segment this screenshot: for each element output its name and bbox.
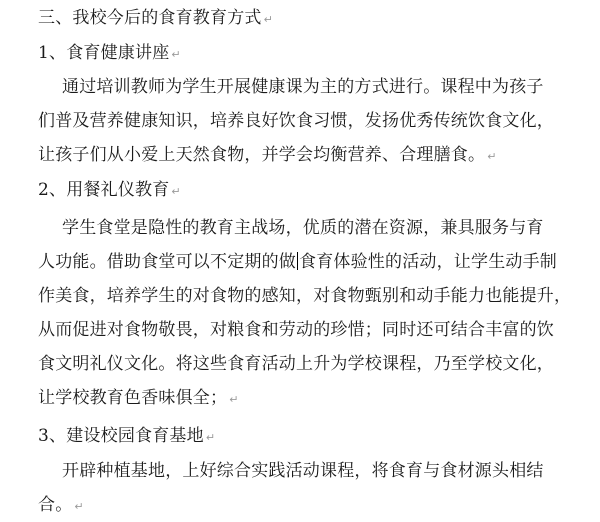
paragraph-2-line-2-text-b: 食育体验性的活动，让学生动手制 [299, 252, 557, 272]
subheading-1 [38, 38, 181, 68]
paragraph-1-line-1 [62, 72, 544, 102]
paragraph-mark-icon: ↵ [171, 48, 181, 61]
subheading-2 [38, 175, 181, 205]
section-heading-text: 三、我校今后的食育教育方式 [38, 8, 262, 28]
paragraph-2-line-4 [38, 315, 554, 345]
subheading-3-text: 3、建设校园食育基地 [38, 426, 204, 446]
paragraph-mark-icon: ↵ [74, 500, 84, 513]
paragraph-3-line-1 [62, 456, 544, 486]
paragraph-2-line-5 [38, 349, 554, 379]
paragraph-2-line-2 [38, 247, 557, 277]
paragraph-2-line-3-text: 作美食，培养学生的对食物的感知，对食物甄别和动手能力也能提升， [38, 286, 572, 306]
paragraph-mark-icon: ↵ [171, 185, 181, 198]
paragraph-mark-icon: ↵ [205, 431, 216, 444]
subheading-1-text: 1、食育健康讲座 [38, 43, 170, 63]
paragraph-mark-icon: ↵ [229, 393, 239, 406]
text-cursor [297, 252, 298, 270]
paragraph-1-line-3 [38, 140, 497, 170]
subheading-2-text: 2、用餐礼仪教育 [38, 180, 170, 200]
paragraph-mark-icon: ↵ [487, 150, 497, 163]
paragraph-3-line-1-text: 开辟种植基地，上好综合实践活动课程，将食育与食材源头相结 [62, 461, 544, 481]
paragraph-1-line-2 [38, 106, 554, 136]
paragraph-2-line-1-text: 学生食堂是隐性的教育主战场，优质的潜在资源，兼具服务与育 [62, 218, 544, 238]
paragraph-2-line-2-text-a: 人功能。借助食堂可以不定期的做 [38, 252, 296, 272]
paragraph-2-line-1 [62, 213, 544, 243]
paragraph-2-line-3 [38, 281, 571, 311]
subheading-3 [38, 421, 215, 451]
paragraph-1-line-1-text: 通过培训教师为学生开展健康课为主的方式进行。课程中为孩子 [62, 77, 544, 97]
paragraph-3-line-2-text: 合。 [38, 495, 73, 515]
paragraph-1-line-2-text: 们普及营养健康知识，培养良好饮食习惯，发扬优秀传统饮食文化， [38, 111, 554, 131]
section-heading [38, 3, 273, 33]
paragraph-2-line-6-text: 让学校教育色香味俱全； [38, 388, 228, 408]
paragraph-2-line-5-text: 食文明礼仪文化。将这些食育活动上升为学校课程，乃至学校文化， [38, 354, 554, 374]
paragraph-2-line-6 [38, 383, 239, 413]
paragraph-1-line-3-text: 让孩子们从小爱上天然食物，并学会均衡营养、合理膳食。 [38, 145, 486, 165]
paragraph-3-line-2 [38, 490, 84, 520]
paragraph-2-line-4-text: 从而促进对食物敬畏，对粮食和劳动的珍惜；同时还可结合丰富的饮 [38, 320, 554, 340]
paragraph-mark-icon: ↵ [263, 13, 274, 26]
